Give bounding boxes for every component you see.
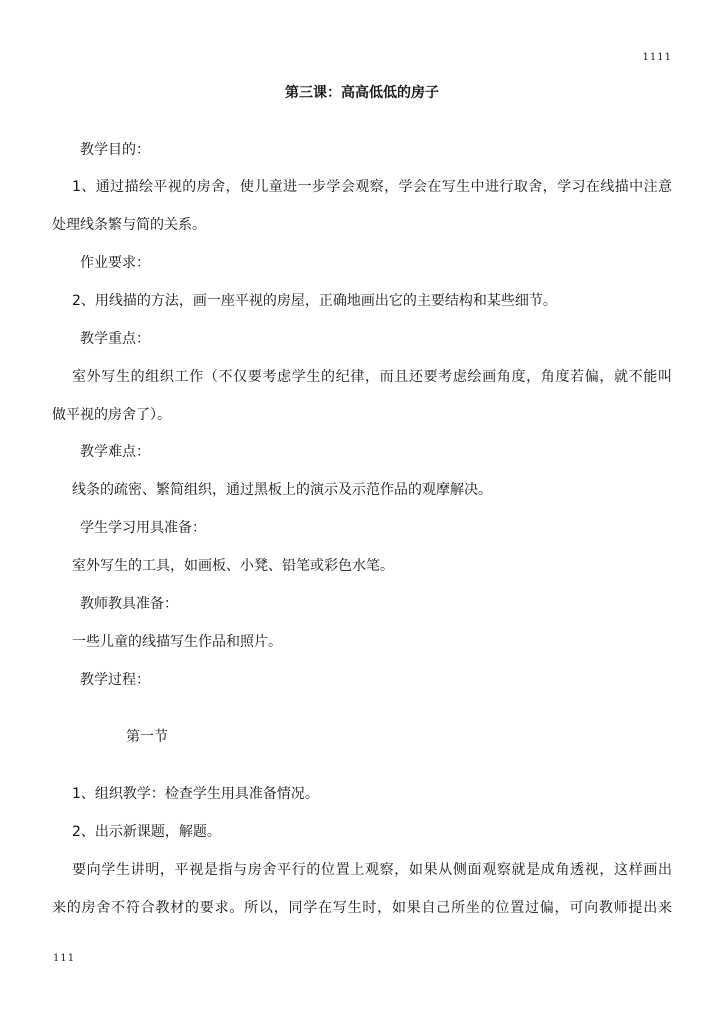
section-heading-objectives: 教学目的： bbox=[80, 142, 150, 158]
paragraph-line: 一些儿童的线描写生作品和照片。 bbox=[72, 634, 282, 650]
paragraph-line: 处理线条繁与简的关系。 bbox=[52, 217, 206, 233]
page-header-number: 1111 bbox=[642, 52, 672, 63]
paragraph-line: 做平视的房舍了）。 bbox=[52, 407, 171, 423]
page-footer-number: 111 bbox=[53, 953, 76, 964]
section-heading-requirements: 作业要求： bbox=[80, 255, 150, 271]
section-heading-process: 教学过程： bbox=[80, 672, 150, 688]
paragraph-line: 室外写生的组织工作（不仅要考虑学生的纪律，而且还要考虑绘画角度，角度若偏，就不能叫 bbox=[72, 369, 672, 385]
paragraph-line: 要向学生讲明，平视是指与房舍平行的位置上观察，如果从侧面观察就是成角透视，这样画出 bbox=[72, 862, 672, 878]
section-heading-student-tools: 学生学习用具准备： bbox=[80, 520, 206, 536]
subsection-heading-first: 第一节 bbox=[126, 729, 168, 745]
paragraph-line: 线条的疏密、繁简组织，通过黑板上的演示及示范作品的观摩解决。 bbox=[72, 482, 492, 498]
lesson-title: 第三课：高高低低的房子 bbox=[285, 85, 439, 101]
section-heading-teacher-tools: 教师教具准备： bbox=[80, 596, 178, 612]
paragraph-line: 2、用线描的方法，画一座平视的房屋，正确地画出它的主要结构和某些细节。 bbox=[72, 293, 557, 309]
paragraph-line: 室外写生的工具，如画板、小凳、铅笔或彩色水笔。 bbox=[72, 558, 394, 574]
paragraph-line: 来的房舍不符合教材的要求。所以，同学在写生时，如果自己所坐的位置过偏，可向教师提出来 bbox=[52, 900, 672, 916]
section-heading-key-points: 教学重点： bbox=[80, 331, 150, 347]
paragraph-line: 2、出示新课题，解题。 bbox=[72, 824, 221, 840]
paragraph-line: 1、组织教学：检查学生用具准备情况。 bbox=[72, 786, 319, 802]
paragraph-line: 1、通过描绘平视的房舍，使儿童进一步学会观察，学会在写生中进行取舍，学习在线描中注意 bbox=[72, 179, 672, 195]
section-heading-difficulties: 教学难点： bbox=[80, 444, 150, 460]
